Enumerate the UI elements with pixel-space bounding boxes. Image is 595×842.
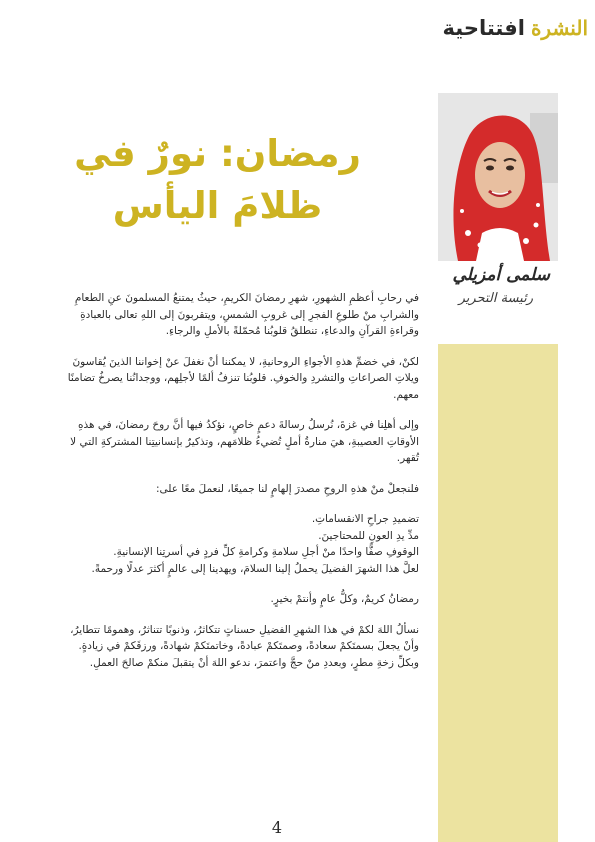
paragraph-hope: لعلَّ هذا الشهرَ الفضيلَ يحملُ إلينا السلامَ، ويهدينا إلى عالمٍ أكثرَ عدلًا ورحمةً. [91, 562, 419, 575]
article-title-line-2: ظلامَ اليأس [112, 184, 323, 227]
article-body [66, 290, 419, 671]
sidebar-accent-strip [438, 344, 558, 842]
paragraph-prayer: نسألُ اللهَ لكمْ في هذا الشهرِ الفضيلِ حسناتٍ تتكاثرُ، وذنوبًا تتناثرُ، وهمومًا تتطايرُ، وأنْ يجعلَ بسمتَكمْ سعادةً، وصمتَكمْ عبادةً، وخاتمتَكمْ شهادةً، ورزقَكمْ في زيادةٍ. وبكلِّ زخةِ مطرٍ، وبعددِ منْ حجَّ واعتمرَ، ندعو اللهَ أنْ يتقبلَ منكمْ صالحَ العملِ. [70, 623, 419, 669]
list-item: الوقوفِ صفًّا واحدًا منْ أجلِ سلامةِ وكرامةِ كلِّ فردٍ في أسرتِنا الإنسانيةِ. [113, 546, 419, 558]
author-role: رئيسة التحرير [458, 291, 533, 306]
paragraph-intro: في رحابِ أعظمِ الشهورِ، شهرِ رمضانَ الكريمِ، حيثُ يمتنعُ المسلمونَ عنِ الطعامِ والشرابِ منْ طلوعِ الفجرِ إلى غروبِ الشمسِ، ويتقربونَ إلى اللهِ تعالى بالعبادةِ وقراءةِ القرآنِ والدعاءِ، تنطلقُ قلوبُنا مُحمّلةً بالأملِ والرجاءِ. [74, 292, 419, 337]
portrait-photo-icon [438, 93, 558, 261]
paragraph-greeting: رمضانُ كريمٌ، وكلُّ عامٍ وأنتمْ بخيرٍ. [270, 593, 419, 605]
author-photo [438, 93, 558, 261]
list-item: تضميدِ جراحِ الانقساماتِ. [311, 513, 419, 525]
list-item: مدِّ يدِ العونِ للمحتاجينَ. [318, 529, 419, 542]
paragraph-gaza: وإلى أهلِنا في غزةَ، نُرسلُ رسالةَ دعمٍ خاصٍ، نؤكدُ فيها أنَّ روحَ رمضانَ، في هذهِ الأوقاتِ العصيبةِ، هيَ منارةُ أملٍ تُضيءُ ظلامَهم، وتذكيرٌ بإنسانيتِنا المشتركةِ التي لا تُقهر. [70, 419, 419, 464]
article-title [40, 128, 395, 232]
author-name: سلمى أمزيلي [452, 265, 550, 285]
page-number: 4 [271, 818, 283, 837]
section-label: افتتاحية [442, 15, 525, 40]
article-title-line-1: رمضان: نورٌ في [74, 132, 361, 175]
paragraph-call: فلنجعلْ منْ هذهِ الروحِ مصدرَ إلهامٍ لنا جميعًا، لنعملَ معًا على: [155, 482, 419, 495]
brand-logo: النشرة [530, 16, 588, 40]
masthead [418, 12, 588, 44]
paragraph-solidarity: لكنْ، في خضمِّ هذهِ الأجواءِ الروحانيةِ، لا يمكننا أنْ نغفلَ عنْ إخواننا الذينَ يُقاسونَ ويلاتِ الصراعاتِ والتشردِ والخوفِ. قلوبُنا تنزفُ ألمًا لأجلِهم، ووجدانُنا يصرخُ تضامنًا معهم. [67, 355, 419, 401]
